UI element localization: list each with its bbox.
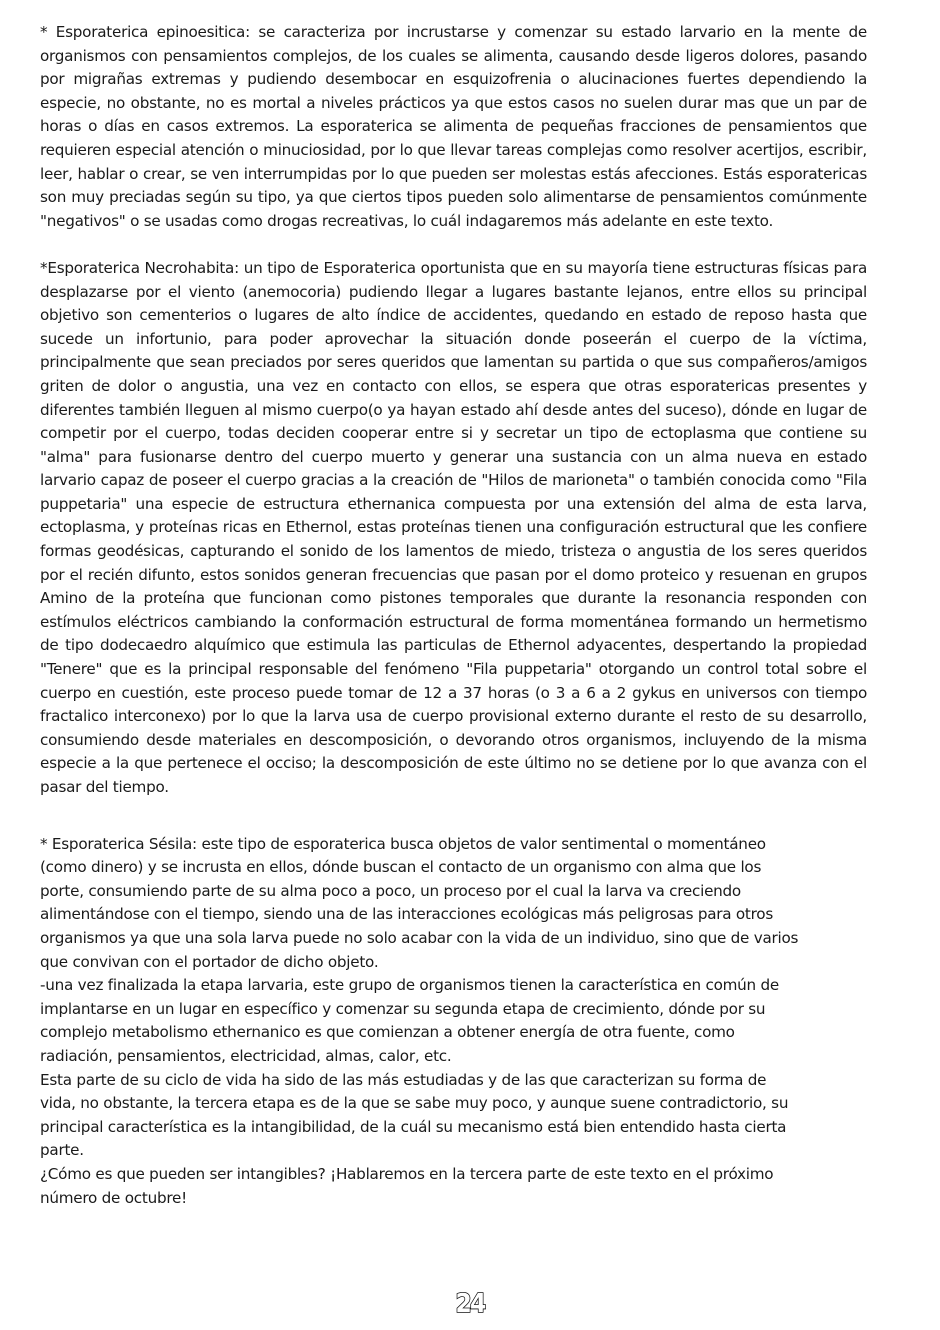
paragraph-spacer xyxy=(40,800,867,833)
sesila-line: ¿Cómo es que pueden ser intangibles? ¡Hablaremos en la tercera parte de este texto en el próximo xyxy=(40,1164,774,1183)
sesila-line: Esta parte de su ciclo de vida ha sido de las más estudiadas y de las que caracterizan su forma de xyxy=(40,1070,767,1089)
sesila-line: parte. xyxy=(40,1141,84,1160)
section-esporaterica-sesila xyxy=(40,833,867,1211)
sesila-line: organismos ya que una sola larva puede no solo acabar con la vida de un individuo, sino que de varios xyxy=(40,928,799,947)
paragraph-esporaterica-epinoesitica: * Esporaterica epinoesitica: se caracteriza por incrustarse y comenzar su estado larvario en la mente de organismos con pensamientos complejos, de los cuales se alimenta, causando desde ligeros dolores, pasando por migrañas extremas y pudiendo desembocar en esquizofrenia o alucinaciones fuertes dependiendo la especie, no obstante, no es mortal a niveles prácticos ya que estos casos no suelen durar mas que un par de horas o días en casos extremos. La esporaterica se alimenta de pequeñas fracciones de pensamientos que requieren especial atención o minuciosidad, por lo que llevar tareas complejas como resolver acertijos, escribir, leer, hablar o crear, se ven interrumpidas por lo que pueden ser molestas estás afecciones. Estás esporatericas son muy preciadas según su tipo, ya que ciertos tipos pueden solo alimentarse de pensamientos comúnmente "negativos" o se usadas como drogas recreativas, lo cuál indagaremos más adelante en este texto. xyxy=(40,23,867,230)
sesila-line: vida, no obstante, la tercera etapa es de la que se sabe muy poco, y aunque suene contradictorio, su xyxy=(40,1094,789,1113)
sesila-line: radiación, pensamientos, electricidad, almas, calor, etc. xyxy=(40,1046,452,1065)
sesila-line: -una vez finalizada la etapa larvaria, este grupo de organismos tienen la característica en común de xyxy=(40,976,779,995)
sesila-line: alimentándose con el tiempo, siendo una de las interacciones ecológicas más peligrosas para otros xyxy=(40,905,774,924)
sesila-line: principal característica es la intangibilidad, de la cuál su mecanismo está bien entendido hasta cierta xyxy=(40,1117,787,1136)
sesila-line: implantarse en un lugar en específico y comenzar su segunda etapa de crecimiento, dónde por su xyxy=(40,999,766,1018)
sesila-line: * Esporaterica Sésila: este tipo de esporaterica busca objetos de valor sentimental o momentáneo xyxy=(40,834,766,853)
sesila-line: porte, consumiendo parte de su alma poco a poco, un proceso por el cual la larva va creciendo xyxy=(40,881,741,900)
sesila-line: (como dinero) y se incrusta en ellos, dónde buscan el contacto de un organismo con alma que los xyxy=(40,858,762,877)
sesila-line: complejo metabolismo ethernanico es que comienzan a obtener energía de otra fuente, como xyxy=(40,1023,735,1042)
sesila-line: número de octubre! xyxy=(40,1188,187,1207)
sesila-line: que convivan con el portador de dicho objeto. xyxy=(40,952,379,971)
paragraph-esporaterica-necrohabita: *Esporaterica Necrohabita: un tipo de Esporaterica oportunista que en su mayoría tiene estructuras físicas para desplazarse por el viento (anemocoria) pudiendo llegar a lugares bastante lejanos, entre ellos su principal objetivo son cementerios o lugares de alto índice de accidentes, quedando en estado de reposo hasta que sucede un infortunio, para poder aprovechar la situación donde poseerán el cuerpo de la víctima, principalmente que sean preciados por seres queridos que lamentan su partida o que sus compañeros/amigos griten de dolor o angustia, una vez en contacto con ellos, se espera que otras esporatericas presentes y diferentes también lleguen al mismo cuerpo(o ya hayan estado ahí desde antes del suceso), dónde en lugar de competir por el cuerpo, todas deciden cooperar entre si y secretar un tipo de ectoplasma que contiene su "alma" para fusionarse dentro del cuerpo muerto y generar una sustancia con un alma nueva en estado larvario capaz de poseer el cuerpo gracias a la creación de "Hilos de marioneta" o también conocida como "Fila puppetaria" una especie de estructura ethernanica compuesta por una extensión del alma de esta larva, ectoplasma, y proteínas ricas en Ethernol, estas proteínas tienen una configuración estructural que les confiere formas geodésicas, capturando el sonido de los lamentos de miedo, tristeza o angustia de los seres queridos por el recién difunto, estos sonidos generan frecuencias que pasan por el domo proteico y resuenan en grupos Amino de la proteína que funcionan como pistones temporales que durante la resonancia responden con estímulos eléctricos cambiando la conformación estructural de forma momentánea formando un hermetismo de tipo dodecaedro alquímico que estimula las particulas de Ethernol adyacentes, despertando la propiedad "Tenere" que es la principal responsable del fenómeno "Fila puppetaria" otorgando un control total sobre el cuerpo en cuestión, este proceso puede tomar de 12 a 37 horas (o 3 a 6 a 2 gykus en universos con tiempo fractalico interconexo) por lo que la larva usa de cuerpo provisional externo durante el resto de su desarrollo, consumiendo desde materiales en descomposición, o devorando otros organismos, incluyendo de la misma especie a la que pertenece el occiso; la descomposición de este último no se detiene por lo que avanza con el pasar del tiempo. xyxy=(40,258,867,796)
paragraph-spacer xyxy=(40,233,867,257)
document-page xyxy=(40,21,867,1210)
page-number: 24 xyxy=(455,1289,485,1319)
